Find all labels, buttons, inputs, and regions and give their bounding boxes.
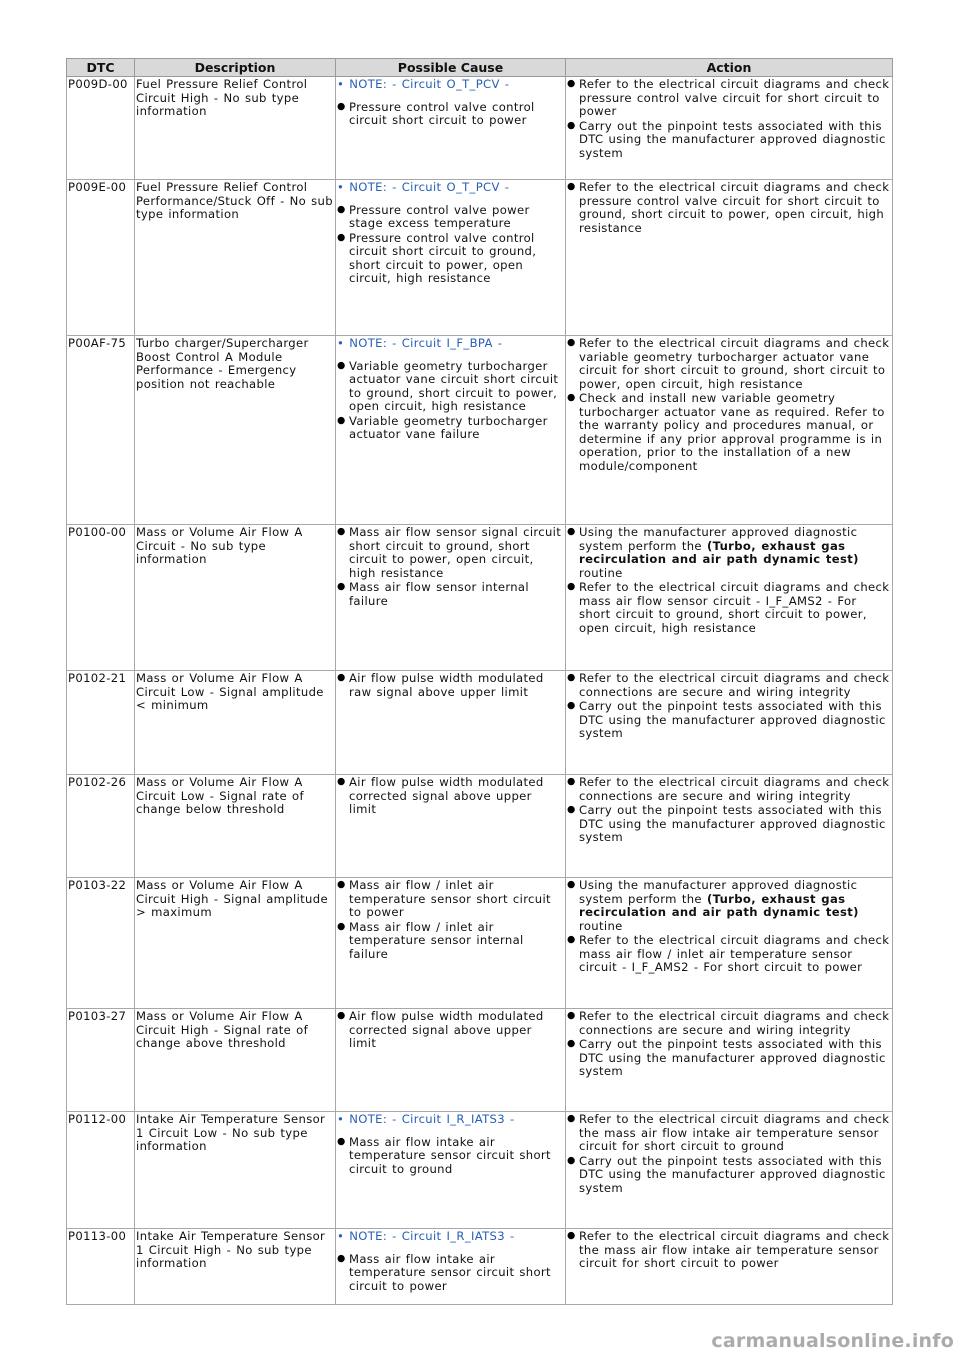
cause-item: ● Pressure control valve control circuit short circuit to power	[349, 101, 564, 128]
action-item	[579, 1230, 891, 1271]
table-row	[67, 1112, 893, 1229]
cause-list	[337, 360, 564, 442]
action-text: Refer to the electrical circuit diagrams and check connections are secure and wiring integrity	[579, 1009, 890, 1037]
table-body	[67, 77, 893, 1305]
table-header-row	[67, 59, 893, 77]
action-text: Refer to the electrical circuit diagrams and check connections are secure and wiring integrity	[579, 775, 890, 803]
action-text: Refer to the electrical circuit diagrams and check connections are secure and wiring integrity	[579, 671, 890, 699]
header-dtc: DTC	[67, 59, 135, 77]
header-action: Action	[566, 59, 893, 77]
action-cell	[566, 180, 893, 336]
action-text: routine	[579, 918, 623, 933]
table-row	[67, 77, 893, 180]
possible-cause-cell	[336, 1229, 566, 1305]
action-item	[579, 879, 891, 933]
cause-list	[337, 204, 564, 286]
dtc-code: P0103-27	[67, 1009, 135, 1112]
possible-cause-cell	[336, 1009, 566, 1112]
cause-item: ● Mass air flow sensor internal failure	[349, 581, 564, 608]
table-row	[67, 878, 893, 1009]
dtc-description: Intake Air Temperature Sensor 1 Circuit High - No sub type information	[135, 1229, 336, 1305]
action-text: Using the manufacturer approved diagnostic system perform the	[579, 878, 858, 906]
action-cell	[566, 1009, 893, 1112]
dtc-description: Mass or Volume Air Flow A Circuit - No sub type information	[135, 525, 336, 671]
dtc-description: Mass or Volume Air Flow A Circuit Low - Signal amplitude < minimum	[135, 671, 336, 775]
action-cell	[566, 878, 893, 1009]
action-text: Refer to the electrical circuit diagrams and check pressure control valve circuit for short circuit to ground, short circuit to power, open circuit, high resistance	[579, 180, 890, 235]
possible-cause-cell	[336, 525, 566, 671]
possible-cause-cell	[336, 878, 566, 1009]
action-text: routine	[579, 565, 623, 580]
dtc-description: Mass or Volume Air Flow A Circuit High - Signal amplitude > maximum	[135, 878, 336, 1009]
action-text: Refer to the electrical circuit diagrams and check pressure control valve circuit for short circuit to power	[579, 77, 890, 118]
action-cell	[566, 671, 893, 775]
note-text: • NOTE: - Circuit O_T_PCV -	[337, 180, 510, 194]
header-description: Description	[135, 59, 336, 77]
cause-item: ● Pressure control valve control circuit short circuit to ground, short circuit to power, open circuit, high resistance	[349, 232, 564, 286]
dtc-description: Mass or Volume Air Flow A Circuit Low - Signal rate of change below threshold	[135, 775, 336, 878]
action-item	[579, 672, 891, 699]
dtc-code: P0103-22	[67, 878, 135, 1009]
action-list	[567, 879, 891, 975]
action-text: Refer to the electrical circuit diagrams and check mass air flow / inlet air temperature sensor circuit - I_F_AMS2 - For short circuit to power	[579, 933, 890, 974]
possible-cause-cell	[336, 671, 566, 775]
action-list	[567, 1230, 891, 1271]
possible-cause-cell	[336, 180, 566, 336]
cause-list	[337, 1253, 564, 1294]
cause-item: ● Mass air flow / inlet air temperature sensor short circuit to power	[349, 879, 564, 920]
action-text: Refer to the electrical circuit diagrams and check mass air flow sensor circuit - I_F_AMS2 - For short circuit to ground, short circuit to power, open circuit, high resistance	[579, 580, 890, 635]
action-item	[579, 934, 891, 975]
possible-cause-cell	[336, 77, 566, 180]
action-text: Refer to the electrical circuit diagrams and check the mass air flow intake air temperature sensor circuit for short circuit to ground	[579, 1112, 890, 1153]
cause-list	[337, 776, 564, 817]
dtc-description: Turbo charger/Supercharger Boost Control A Module Performance - Emergency position not reachable	[135, 336, 336, 525]
dtc-description: Fuel Pressure Relief Control Performance/Stuck Off - No sub type information	[135, 180, 336, 336]
action-text: Refer to the electrical circuit diagrams and check the mass air flow intake air temperature sensor circuit for short circuit to power	[579, 1229, 890, 1270]
action-item	[579, 120, 891, 161]
action-cell	[566, 336, 893, 525]
action-list	[567, 78, 891, 160]
action-item	[579, 337, 891, 391]
dtc-code: P00AF-75	[67, 336, 135, 525]
action-cell	[566, 1112, 893, 1229]
cause-item: ● Air flow pulse width modulated corrected signal above upper limit	[349, 776, 564, 817]
action-list	[567, 1113, 891, 1195]
dtc-code: P0102-26	[67, 775, 135, 878]
cause-item: ● Mass air flow / inlet air temperature sensor internal failure	[349, 921, 564, 962]
action-item	[579, 1038, 891, 1079]
action-list	[567, 181, 891, 235]
action-item	[579, 1113, 891, 1154]
action-text: Refer to the electrical circuit diagrams and check variable geometry turbocharger actuator vane circuit for short circuit to ground, short circuit to power, open circuit, high resistance	[579, 336, 890, 391]
table-row	[67, 336, 893, 525]
action-cell	[566, 1229, 893, 1305]
table-row	[67, 525, 893, 671]
dtc-code: P0102-21	[67, 671, 135, 775]
action-list	[567, 776, 891, 845]
action-item	[579, 392, 891, 473]
action-list	[567, 1010, 891, 1079]
note-text: • NOTE: - Circuit I_R_IATS3 -	[337, 1229, 515, 1243]
action-text: Using the manufacturer approved diagnostic system perform the	[579, 525, 858, 553]
action-text: Carry out the pinpoint tests associated with this DTC using the manufacturer approved diagnostic system	[579, 1037, 886, 1078]
action-text: Carry out the pinpoint tests associated with this DTC using the manufacturer approved diagnostic system	[579, 803, 886, 844]
dtc-description: Mass or Volume Air Flow A Circuit High - Signal rate of change above threshold	[135, 1009, 336, 1112]
table-row	[67, 180, 893, 336]
cause-item: ● Mass air flow sensor signal circuit short circuit to ground, short circuit to power, open circuit, high resistance	[349, 526, 564, 580]
cause-item: ● Variable geometry turbocharger actuator vane circuit short circuit to ground, short circuit to power, open circuit, high resistance	[349, 360, 564, 414]
cause-list	[337, 526, 564, 608]
cause-item: ● Pressure control valve power stage excess temperature	[349, 204, 564, 231]
possible-cause-cell	[336, 775, 566, 878]
action-list	[567, 526, 891, 635]
dtc-table	[66, 58, 893, 1305]
action-text: Check and install new variable geometry turbocharger actuator vane as required. Refer to the warranty policy and procedures manual, or determine if any prior approval programme is in operation, prior to the installation of a new module/component	[579, 391, 885, 473]
cause-item: ● Mass air flow intake air temperature sensor circuit short circuit to ground	[349, 1136, 564, 1177]
action-cell	[566, 525, 893, 671]
table-row	[67, 1009, 893, 1112]
dtc-description: Intake Air Temperature Sensor 1 Circuit Low - No sub type information	[135, 1112, 336, 1229]
cause-list	[337, 1136, 564, 1177]
cause-list	[337, 1010, 564, 1051]
action-item	[579, 1010, 891, 1037]
action-text: Carry out the pinpoint tests associated with this DTC using the manufacturer approved diagnostic system	[579, 118, 886, 160]
note-text: • NOTE: - Circuit I_R_IATS3 -	[337, 1112, 515, 1126]
cause-item: ● Air flow pulse width modulated corrected signal above upper limit	[349, 1010, 564, 1051]
table-row	[67, 775, 893, 878]
action-item	[579, 804, 891, 845]
action-cell	[566, 77, 893, 180]
possible-cause-cell	[336, 1112, 566, 1229]
cause-item: ● Air flow pulse width modulated raw signal above upper limit	[349, 672, 564, 699]
action-item	[579, 181, 891, 235]
action-item	[579, 776, 891, 803]
note-text: • NOTE: - Circuit O_T_PCV -	[337, 77, 510, 91]
action-cell	[566, 775, 893, 878]
dtc-code: P009E-00	[67, 180, 135, 336]
action-text: Carry out the pinpoint tests associated with this DTC using the manufacturer approved diagnostic system	[579, 1153, 886, 1195]
note-text: • NOTE: - Circuit I_F_BPA -	[337, 336, 503, 350]
action-item	[579, 700, 891, 741]
table-row	[67, 1229, 893, 1305]
dtc-code: P0112-00	[67, 1112, 135, 1229]
cause-list	[337, 879, 564, 961]
dtc-description: Fuel Pressure Relief Control Circuit High - No sub type information	[135, 77, 336, 180]
action-item	[579, 581, 891, 635]
routine-name: (Turbo, exhaust gas recirculation and air path dynamic test)	[579, 891, 859, 919]
dtc-code: P0100-00	[67, 525, 135, 671]
action-item	[579, 526, 891, 580]
header-possible-cause: Possible Cause	[336, 59, 566, 77]
cause-item: ● Variable geometry turbocharger actuator vane failure	[349, 415, 564, 442]
dtc-code: P009D-00	[67, 77, 135, 180]
routine-name: (Turbo, exhaust gas recirculation and air path dynamic test)	[579, 538, 859, 566]
action-text: Carry out the pinpoint tests associated with this DTC using the manufacturer approved diagnostic system	[579, 699, 886, 740]
cause-item: ● Mass air flow intake air temperature sensor circuit short circuit to power	[349, 1253, 564, 1294]
action-item	[579, 78, 891, 119]
dtc-code: P0113-00	[67, 1229, 135, 1305]
cause-list	[337, 101, 564, 128]
action-item	[579, 1155, 891, 1196]
action-list	[567, 337, 891, 473]
possible-cause-cell	[336, 336, 566, 525]
action-list	[567, 672, 891, 741]
cause-list	[337, 672, 564, 699]
table-row	[67, 671, 893, 775]
watermark-logo: carmanualsonline.info	[711, 1330, 954, 1352]
